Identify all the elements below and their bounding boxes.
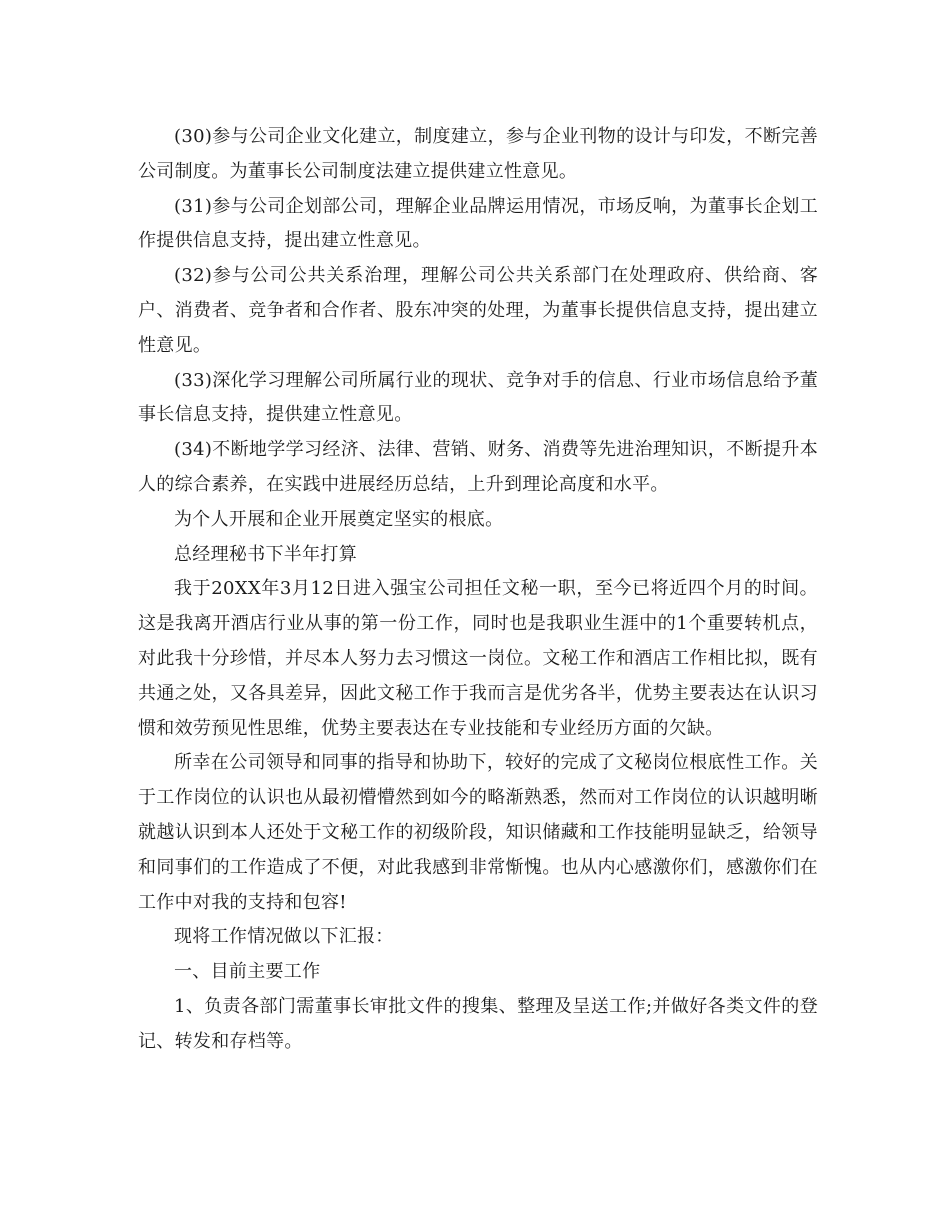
paragraph-34: (34)不断地学学习经济、法律、营销、财务、消费等先进治理知识，不断提升本人的综合素养，在实践中进展经历总结，上升到理论高度和水平。: [138, 439, 818, 495]
document-body: [138, 120, 818, 1060]
paragraph-foundation: 为个人开展和企业开展奠定坚实的根底。: [174, 508, 504, 530]
list-item-1: 1、负责各部门需董事长审批文件的搜集、整理及呈送工作;并做好各类文件的登记、转发和存档等。: [138, 995, 818, 1052]
paragraph-33: (33)深化学习理解公司所属行业的现状、竞争对手的信息、行业市场信息给予董事长信息支持，提供建立性意见。: [138, 369, 818, 426]
paragraph-report-lead: 现将工作情况做以下汇报：: [174, 926, 394, 948]
heading-current-work: 一、目前主要工作: [174, 961, 321, 983]
paragraph-30: (30)参与公司企业文化建立，制度建立，参与企业刊物的设计与印发，不断完善公司制度。为董事长公司制度法建立提供建立性意见。: [138, 126, 818, 182]
paragraph-intro: 我于20XX年3月12日进入强宝公司担任文秘一职，至今已将近四个月的时间。这是我离开酒店行业从事的第一份工作，同时也是我职业生涯中的1个重要转机点，对此我十分珍惜，并尽本人努力去习惯这一岗位。文秘工作和酒店工作相比拟，既有共通之处，又各具差异，因此文秘工作于我而言是优劣各半，优势主要表达在认识习惯和效劳预见性思维，优势主要表达在专业技能和专业经历方面的欠缺。: [138, 578, 818, 739]
paragraph-32: (32)参与公司公共关系治理，理解公司公共关系部门在处理政府、供给商、客户、消费者、竞争者和合作者、股东冲突的处理，为董事长提供信息支持，提出建立性意见。: [138, 265, 818, 356]
paragraph-gratitude: 所幸在公司领导和同事的指导和协助下，较好的完成了文秘岗位根底性工作。关于工作岗位的认识也从最初懵懵然到如今的略渐熟悉，然而对工作岗位的认识越明晰就越认识到本人还处于文秘工作的初级阶段，知识储藏和工作技能明显缺乏，给领导和同事们的工作造成了不便，对此我感到非常惭愧。也从内心感激你们，感激你们在工作中对我的支持和包容!: [138, 752, 818, 913]
paragraph-31: (31)参与公司企划部公司，理解企业品牌运用情况，市场反响，为董事长企划工作提供信息支持，提出建立性意见。: [138, 195, 818, 252]
section-title: 总经理秘书下半年打算: [174, 543, 357, 565]
